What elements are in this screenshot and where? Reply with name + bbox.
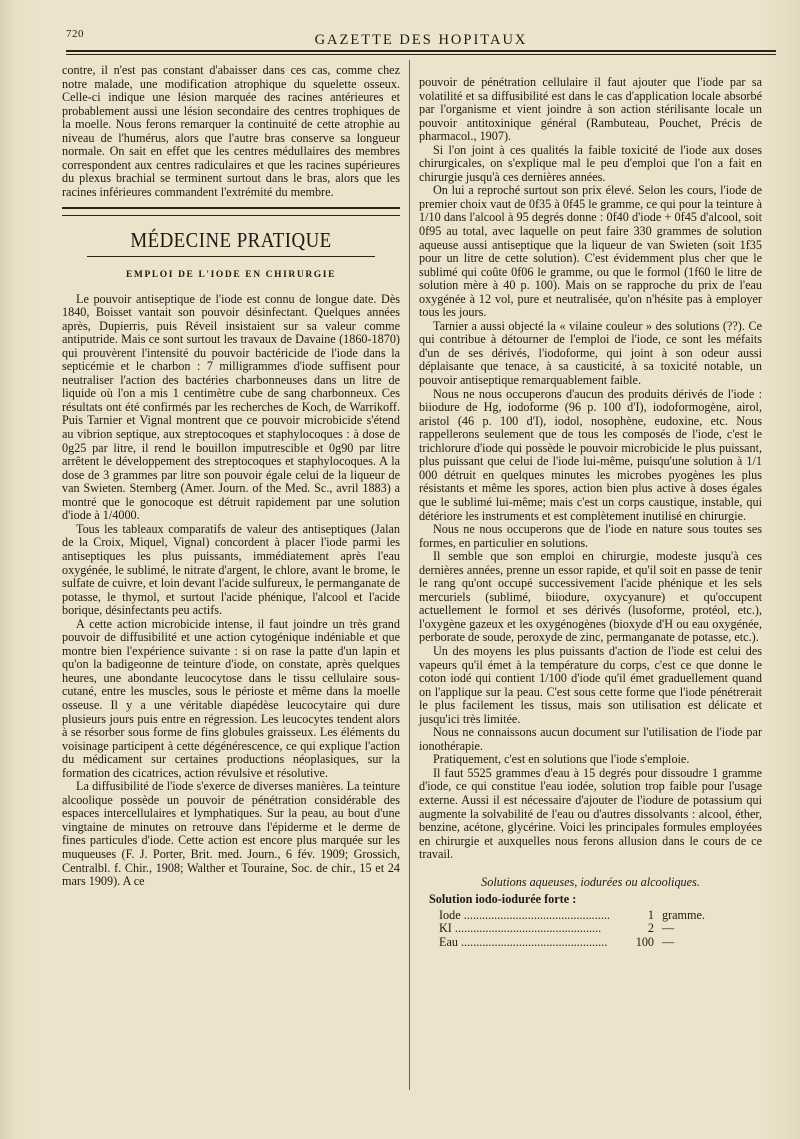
paragraph: Le pouvoir antiseptique de l'iode est connu de longue date. Dès 1840, Boisset vantait son pouvoir désinfectant. Quelques années après, Dupierris, puis Réveil insistaient sur sa valeur comme antiputride. Mais ce sont surtout les travaux de Davaine (1860-1870) qui prouvèrent l'intensité du pouvoir bactéricide de l'iode dans la septicémie et le charbon : 7 milligrammes d'iode suffisent pour neutraliser l'action des bactéries charbonneuses dans un litre de liquide où l'on a mis 1 centimètre cube de sang charbonneux. Ces résultats ont été confirmés par les recherches de Koch, de Warrikoff. Puis Tarnier et Vignal montrent que ce pouvoir microbicide s'étend au vibrion septique, aux streptocoques et staphylocoques : à dose de 0g25 par litre, il rend le bouillon imputrescible et 0g90 par litre arrêtent le développement des streptocoques et staphylocoques. A la dose de 3 grammes par litre son pouvoir égale celui de la liqueur de van Swieten. Sternberg (Amer. Journ. of the Med. Sc., avril 1883) a montré que le gonocoque est détruit rapidement par une solution d'iode à 1/4000. [62, 291, 400, 523]
formula-ingredient: KI ..... [439, 922, 614, 936]
header-rule-thin [66, 54, 776, 55]
formula-quantity: 100 [635, 934, 654, 949]
paragraph: Nous ne nous occuperons que de l'iode en nature sous toutes ses formes, en particulier en solutions. [419, 522, 762, 550]
header-rule-thick [66, 50, 776, 52]
formulas-title: Solutions aqueuses, iodurées ou alcooliques. [481, 874, 700, 889]
column-divider [409, 60, 410, 1090]
paragraph: Tous les tableaux comparatifs de valeur des antiseptiques (Jalan de la Croix, Miquel, Vignal) concordent à placer l'iode parmi les antiseptiques les plus puissants, immédiatement après l'eau oxygénée, le sublimé, le nitrate d'argent, le chlore, avant le brome, le sulfate de cuivre, et loin devant l'acide sulfureux, le permanganate de potasse, le thymol, et surtout l'acide phénique, l'alcool et l'acide borique, désinfectants peu actifs. [62, 521, 400, 618]
formula-heading: Solution iodo-iodurée forte : [429, 892, 577, 907]
formula-unit: gramme. [662, 907, 705, 922]
paragraph: Si l'on joint à ces qualités la faible toxicité de l'iode aux doses chirurgicales, on s'explique mal le peu d'emploi que l'on a fait en chirurgie jusqu'à ces dernières années. [419, 142, 762, 184]
paragraph: Tarnier a aussi objecté la « vilaine couleur » des solutions (??). Ce qui contribue à détourner de l'emploi de l'iode, ce sont les méfaits d'un de ses dérivés, l'iodoforme, qui joint à son odeur aussi déplaisante que tenace, à sa causticité, à sa toxicité notable, un pouvoir antiseptique remarquablement faible. [419, 318, 762, 388]
formula-quantity: 2 [647, 921, 654, 936]
page-header [66, 26, 776, 66]
paragraph: contre, il n'est pas constant d'abaisser dans ces cas, comme chez notre malade, une modification atrophique du squelette osseux. Celle-ci indique une lésion marquée des racines antérieures et probablement aussi une lésion secondaire des centres trophiques de la moelle. Nous ferons remarquer la continuité de cette atrophie au niveau de l'humérus, alors que l'autre bras conserve sa longueur normale. On sait en effet que les centres médullaires des membres correspondent aux centres radiculaires et que les racines supérieures du plexus brachial se terminent surtout dans le bras, alors que les racines inférieures commandent l'extrémité du membre. [62, 63, 400, 199]
formula-row [439, 922, 762, 936]
paragraph: A cette action microbicide intense, il faut joindre un très grand pouvoir de diffusibilité et une action cytogénique indéniable et que montre bien l'expérience suivante : si on rase la patte d'un lapin et qu'on la badigeonne de teinture d'iode, on constate, après quelques heures, une abondante leucocytose dans le tissu cellulaire sous-cutané, entre les muscles, sous le périoste et même dans la moelle osseuse. Il y a une véritable diapédèse leucocytaire qui dure plusieurs jours puis entre en régression. Les leucocytes tendent alors à se résorber sous forme de fins globules graisseux. Les éléments du voisinage participent à cette dégénérescence, ce qui explique l'action du médicament sur certaines productions néoplasiques, sur la formation des cicatrices, action révulsive et résolutive. [62, 616, 400, 780]
paragraph: Pratiquement, c'est en solutions que l'iode s'emploie. [433, 752, 690, 767]
formula-unit: — [662, 921, 675, 936]
right-column [419, 76, 762, 949]
paragraph: Nous ne connaissons aucun document sur l'utilisation de l'iode par ionothérapie. [419, 725, 762, 753]
paragraph: pouvoir de pénétration cellulaire il faut ajouter que l'iode par sa volatilité et sa diffusibilité est dans le cas d'application locale absorbé par l'organisme et vient joindre à son action stérilisante locale un pouvoir antitoxinique général (Rambuteau, Pouchet, Précis de pharmacol., 1907). [419, 75, 762, 144]
formula-row [439, 909, 762, 923]
page-number: 720 [66, 28, 84, 40]
journal-title: GAZETTE DES HOPITAUX [314, 32, 528, 48]
section-title: MÉDECINE PRATIQUE [130, 228, 332, 253]
left-column [62, 64, 400, 889]
paragraph: On lui a reproché surtout son prix élevé. Selon les cours, l'iode de premier choix vaut de 0f35 à 0f45 le gramme, ce qui pour la teinture à 1/10 dans l'alcool à 95 degrés donne : 0f40 d'iode + 0f45 d'alcool, soit 0f95 au total, avec laquelle on peut faire 330 grammes de solution aqueuse aussi antiseptique que la liqueur de van Swieten (soit 1f35 pour un litre de cette solution). C'est évidemment plus cher que le sublimé qui coûte 0f06 le gramme, ou que le formol (1f60 le litre de solution mère à 40 p. 100). Mais on se rapproche du prix de l'eau oxygénée à 12 vol, pure et neutralisée, qu'on n'hésite pas à employer tous les jours. [419, 183, 762, 320]
paragraph: Un des moyens les plus puissants d'action de l'iode est celui des vapeurs qu'il émet à la température du corps, c'est ce que donne le coton iodé qui contient 1/100 d'iode qu'il émet graduellement quand on l'applique sur la peau. C'est sous cette forme que l'iode pénétrerait le plus facilement les tissus, mais son utilisation est délicate et jusqu'ici très limitée. [419, 643, 762, 726]
paragraph: Il faut 5525 grammes d'eau à 15 degrés pour dissoudre 1 gramme d'iode, ce qui constitue l'eau iodée, solution trop faible pour l'usage externe. Aussi il est nécessaire d'ajouter de l'iodure de potassium qui augmente la solvabilité de l'eau ou d'autres dissolvants : alcool, éther, benzine, acétone, glycérine. Voici les principales formules employées en chirurgie et auxquelles nous ferons allusion dans le cours de ce travail. [419, 765, 762, 862]
formula-ingredient: Eau ..... [439, 936, 614, 950]
formula-row [439, 936, 762, 950]
formula-unit: — [662, 934, 675, 949]
section-title-rule [87, 256, 374, 257]
paragraph: Il semble que son emploi en chirurgie, modeste jusqu'à ces dernières années, prenne un essor rapide, et qu'il soit en passe de tenir le rang qu'ont occupé successivement l'acide phénique et les sels mercuriels (sublimé, biiodure, oxycyanure) et qu'occupent actuellement le formol et ses dérivés (lusoforme, protéol, etc.), l'oxygène gazeux et les oxygénogènes (bioxyde d'H ou eau oxygénée, perborate de soude, peroxyde de zinc, permanganate de potasse, etc.). [419, 549, 762, 645]
section-separator [62, 207, 400, 216]
article-title: EMPLOI DE L'IODE EN CHIRURGIE [125, 270, 337, 281]
formula-quantity: 1 [647, 907, 654, 922]
paragraph: Nous ne nous occuperons d'aucun des produits dérivés de l'iode : biiodure de Hg, iodoforme (96 p. 100 d'I), iodoformogène, airol, aristol (46 p. 100 d'I), iodol, nosophène, eudoxine, etc. Nous rappellerons seulement que de tous les composés de l'iode, c'est le trichlorure d'iode qui possède le pouvoir microbicide le plus puissant, plus puissant que celui de l'iode lui-même, puisqu'une solution à 1/1 000 détruit en quelques minutes les microbes pyogènes les plus résistants et même les spores, action bien plus active à doses égales que le sublimé lui-même; mais c'est un corps caustique, instable, qui détériore les instruments et est complètement inutilisé en chirurgie. [419, 386, 762, 523]
paragraph: La diffusibilité de l'iode s'exerce de diverses manières. La teinture alcoolique possède un pouvoir de pénétration considérable des espaces intercellulaires et lymphatiques. Sur la peau, au bout d'une vingtaine de minutes on retrouve dans l'épiderme et le derme de fines particules d'iode. Cette action est encore plus marquée sur les muqueuses (F. J. Porter, Brit. med. Journ., 6 fév. 1909; Grossich, Centralbl. f. Chir., 1908; Walther et Touraine, Soc. de chir., 15 et 24 mars 1909). A ce [62, 779, 400, 889]
formula-ingredient: Iode ..... [439, 909, 614, 923]
